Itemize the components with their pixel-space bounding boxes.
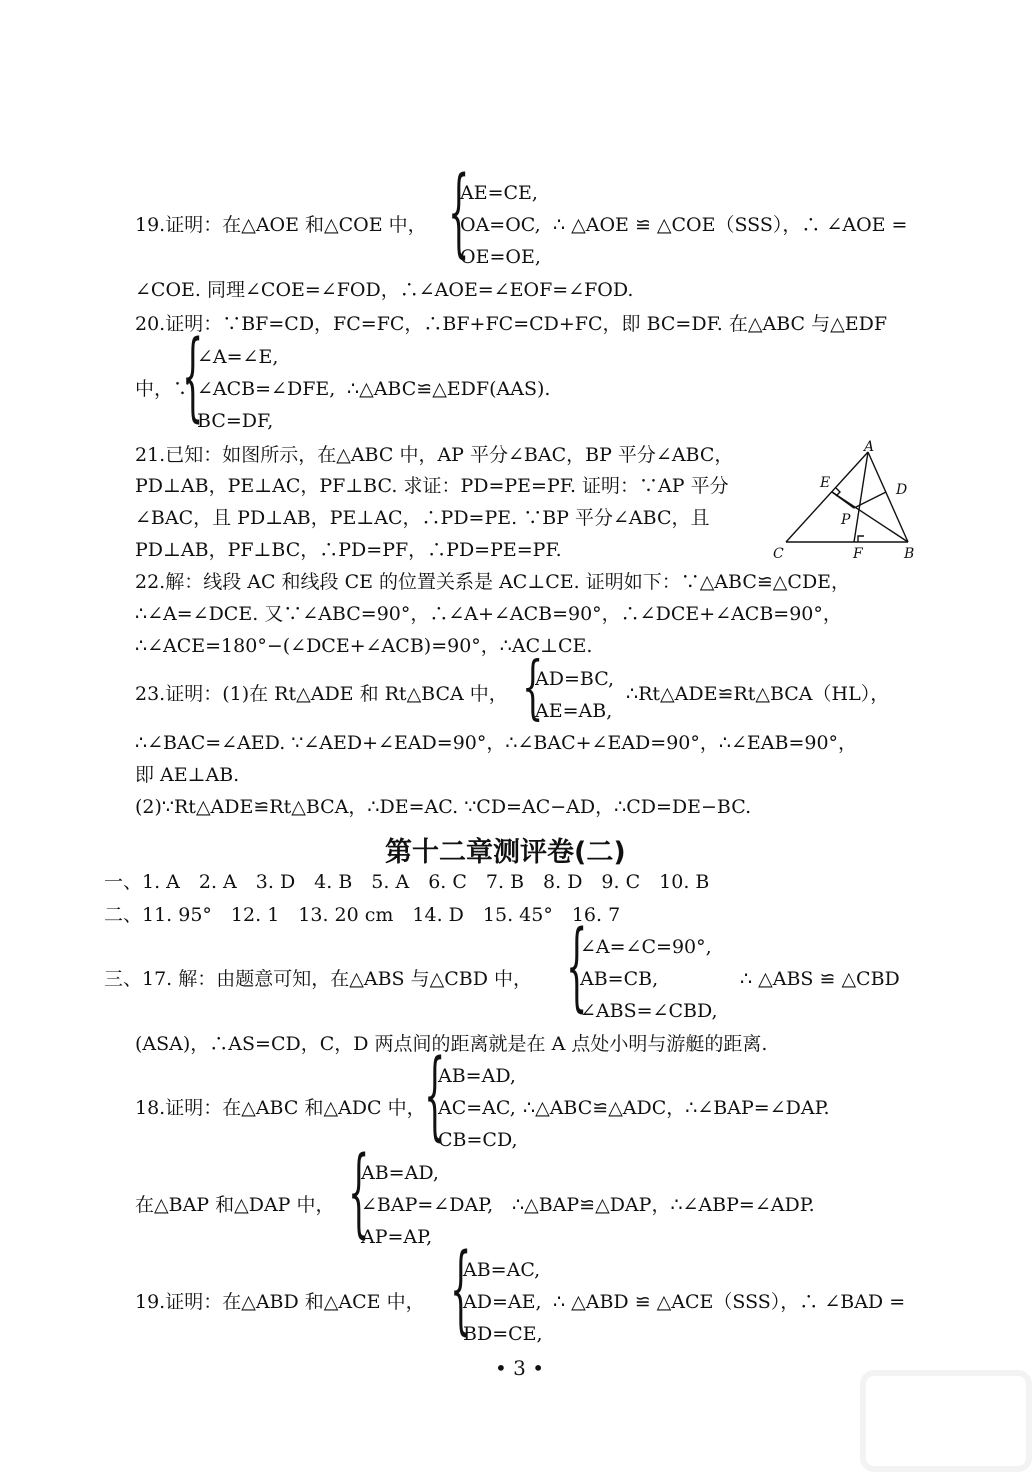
q23-sys-2: AE=AB, <box>535 700 613 722</box>
q19a-sys-3: OE=OE, <box>460 246 541 268</box>
q22-line-2: ∴∠A=∠DCE. 又∵∠ABC=90°，∴∠A+∠ACB=90°，∴∠DCE+∠ACB=90°， <box>135 603 842 625</box>
q17-brace: { <box>566 910 588 1022</box>
q17-sys-3: ∠ABS=∠CBD, <box>580 1000 718 1022</box>
q19a-tail: ∴ △AOE ≌ △COE（SSS），∴ ∠AOE = <box>553 214 908 236</box>
q17-sys-2: AB=CB, <box>580 968 659 990</box>
page-number: • 3 • <box>495 1356 545 1380</box>
q18-lead2: 在△BAP 和△DAP 中， <box>135 1194 335 1216</box>
q18-sys2-1: AB=AD, <box>361 1162 439 1184</box>
section2-answers: 二、11. 95° 12. 1 13. 20 cm 14. D 15. 45° 16. 7 <box>104 904 621 926</box>
section1-answers: 一、1. A 2. A 3. D 4. B 5. A 6. C 7. B 8. D 9. C 10. B <box>104 871 710 893</box>
chapter-heading: 第十二章测评卷(二) <box>385 837 626 868</box>
q17-lead: 三、17. 解：由题意可知，在△ABS 与△CBD 中， <box>104 968 532 990</box>
fig-label-c: C <box>773 546 784 562</box>
q18-sys2-2: ∠BAP=∠DAP, <box>361 1194 494 1216</box>
q20-lead: 中，∵ <box>135 378 193 400</box>
q18-tail: ∴△ABC≌△ADC，∴∠BAP=∠DAP. <box>523 1097 830 1119</box>
q20-tail: ∴△ABC≌△EDF(AAS). <box>347 378 551 400</box>
q19b-sys-1: AB=AC, <box>463 1259 541 1281</box>
fig-label-a: A <box>864 440 875 455</box>
q19b-sys-2: AD=AE, <box>463 1291 542 1313</box>
q21-line-1: 21.已知：如图所示，在△ABC 中，AP 平分∠BAC，BP 平分∠ABC， <box>135 444 734 466</box>
q20-brace: { <box>182 320 204 432</box>
q23-tail: ∴Rt△ADE≌Rt△BCA（HL）， <box>626 683 890 705</box>
fig-label-p: P <box>841 512 851 528</box>
q18-lead: 18.证明：在△ABC 和△ADC 中， <box>135 1097 426 1119</box>
q17-tail: ∴ △ABS ≌ △CBD <box>740 968 900 990</box>
q21-line-3: ∠BAC，且 PD⊥AB，PE⊥AC，∴PD=PE. ∵BP 平分∠ABC，且 <box>135 507 710 529</box>
watermark-badge <box>860 1370 1032 1472</box>
q19a-sys-1: AE=CE, <box>460 182 538 204</box>
q21-triangle-figure <box>770 440 920 565</box>
q23-sys-1: AD=BC, <box>535 668 615 690</box>
q18-sys-2: AC=AC, <box>438 1097 516 1119</box>
q18-brace-2: { <box>348 1136 370 1248</box>
q23-brace: { <box>522 646 544 727</box>
q20-sys-1: ∠A=∠E, <box>197 346 279 368</box>
q19a-line2: ∠COE. 同理∠COE=∠FOD，∴∠AOE=∠EOF=∠FOD. <box>135 279 634 301</box>
q23-line-1: ∴∠BAC=∠AED. ∵∠AED+∠EAD=90°，∴∠BAC+∠EAD=90°，∴∠EAB=90°， <box>135 732 858 754</box>
q18-brace-1: { <box>424 1039 446 1151</box>
q22-line-3: ∴∠ACE=180°−(∠DCE+∠ACB)=90°，∴AC⊥CE. <box>135 635 593 657</box>
q20-sys-3: BC=DF, <box>197 410 274 432</box>
q18-sys-1: AB=AD, <box>438 1065 516 1087</box>
fig-label-b: B <box>904 546 915 562</box>
q23-lead: 23.证明：(1)在 Rt△ADE 和 Rt△BCA 中， <box>135 683 508 705</box>
q17-line2: (ASA)，∴AS=CD，C，D 两点间的距离就是在 A 点处小明与游艇的距离. <box>135 1033 768 1055</box>
q19a-lead: 19.证明：在△AOE 和△COE 中， <box>135 214 427 236</box>
q23-line-2: 即 AE⊥AB. <box>135 764 240 786</box>
q21-line-2: PD⊥AB，PE⊥AC，PF⊥BC. 求证：PD=PE=PF. 证明：∵AP 平分 <box>135 475 729 497</box>
q21-line-4: PD⊥AB，PF⊥BC，∴PD=PF，∴PD=PE=PF. <box>135 539 562 561</box>
q19b-lead: 19.证明：在△ABD 和△ACE 中， <box>135 1291 425 1313</box>
q20-sys-2: ∠ACB=∠DFE, <box>197 378 336 400</box>
q19b-tail: ∴ △ABD ≌ △ACE（SSS），∴ ∠BAD = <box>553 1291 906 1313</box>
fig-label-e: E <box>820 475 831 491</box>
q19b-sys-3: BD=CE, <box>463 1323 543 1345</box>
q18-sys-3: CB=CD, <box>438 1129 518 1151</box>
fig-label-f: F <box>853 546 863 562</box>
q19b-brace: { <box>450 1233 472 1345</box>
q17-sys-1: ∠A=∠C=90°, <box>580 936 712 958</box>
q22-line-1: 22.解：线段 AC 和线段 CE 的位置关系是 AC⊥CE. 证明如下：∵△ABC≌△CDE， <box>135 571 851 593</box>
q19a-brace: { <box>448 156 470 268</box>
fig-label-d: D <box>896 482 908 498</box>
q19a-sys-2: OA=OC, <box>460 214 541 236</box>
q20-line1: 20.证明：∵BF=CD，FC=FC，∴BF+FC=CD+FC，即 BC=DF. 在△ABC 与△EDF <box>135 313 888 335</box>
q18-sys2-3: AP=AP, <box>361 1226 433 1248</box>
q23-line-3: (2)∵Rt△ADE≌Rt△BCA，∴DE=AC. ∵CD=AC−AD，∴CD=DE−BC. <box>135 796 752 818</box>
q18-tail2: ∴△BAP≌△DAP，∴∠ABP=∠ADP. <box>512 1194 815 1216</box>
